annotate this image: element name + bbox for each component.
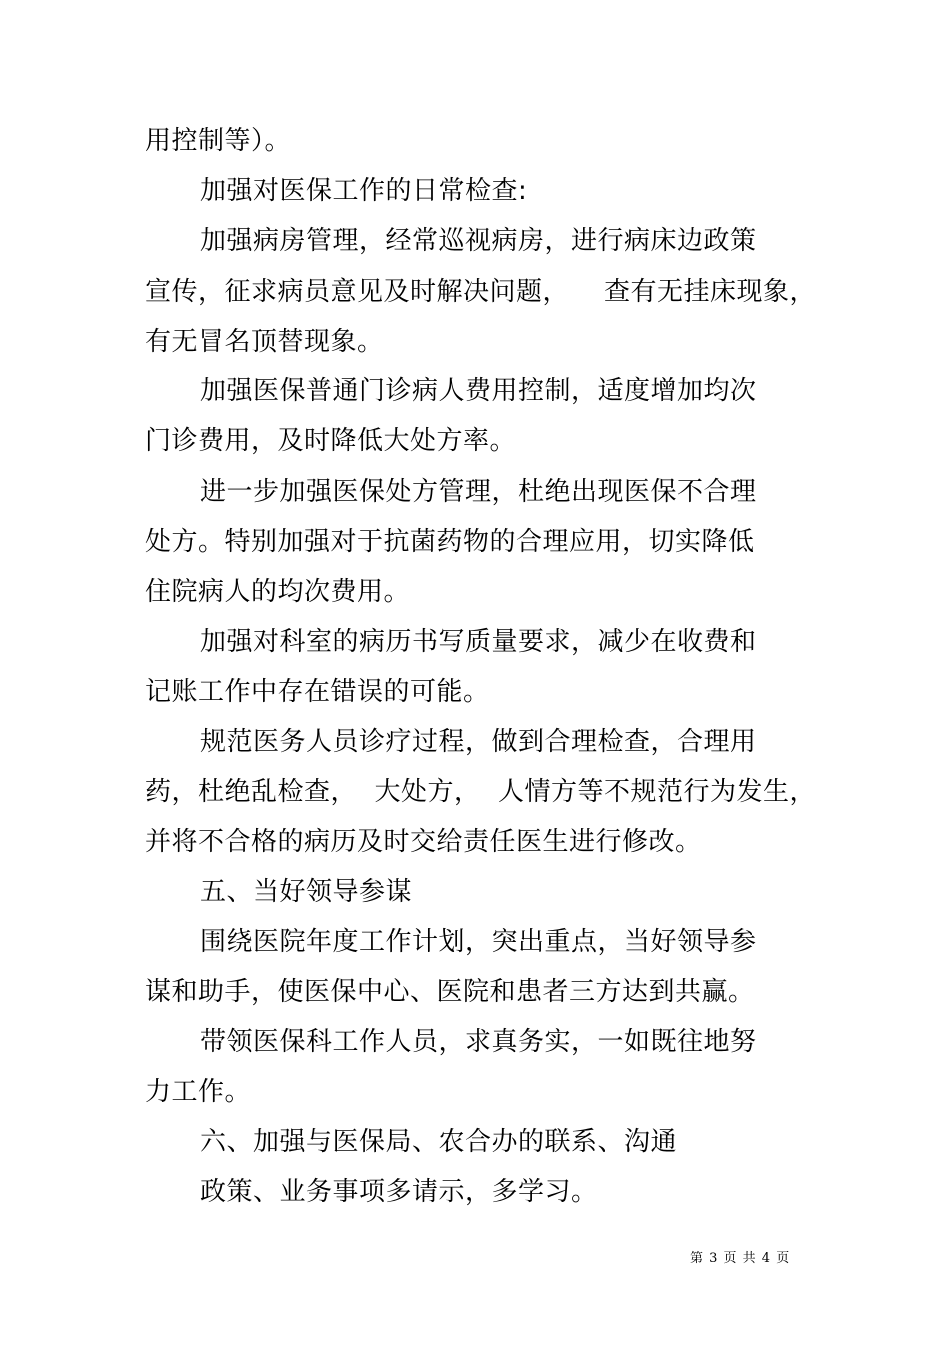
text-line: 用控制等）。 — [145, 126, 292, 156]
text-line: 加强对医保工作的日常检查: — [200, 176, 528, 206]
text-line: 规范医务人员诊疗过程，做到合理检查，合理用 — [200, 727, 757, 757]
text-line: 有无冒名顶替现象。 — [145, 327, 384, 357]
text-line: 加强对科室的病历书写质量要求，减少在收费和 — [200, 627, 757, 657]
text-line: 加强医保普通门诊病人费用控制，适度增加均次 — [200, 376, 757, 406]
section-heading: 五、当好领导参谋 — [200, 877, 413, 907]
text-line: 住院病人的均次费用。 — [145, 577, 411, 607]
text-line: 带领医保科工作人员，求真务实，一如既往地努 — [200, 1027, 757, 1057]
text-line: 药，杜绝乱检查， 大处方， 人情方等不规范行为发生， — [145, 777, 817, 807]
text-line: 加强病房管理，经常巡视病房，进行病床边政策 — [200, 226, 757, 256]
text-line: 政策、业务事项多请示，多学习。 — [200, 1177, 598, 1207]
text-line: 进一步加强医保处方管理，杜绝出现医保不合理 — [200, 477, 757, 507]
text-line: 处方。特别加强对于抗菌药物的合理应用，切实降低 — [145, 527, 755, 557]
text-line: 宣传，征求病员意见及时解决问题， 查有无挂床现象， — [145, 277, 817, 307]
text-line: 力工作。 — [145, 1077, 252, 1107]
section-heading: 六、加强与医保局、农合办的联系、沟通 — [200, 1127, 678, 1157]
text-line: 围绕医院年度工作计划，突出重点，当好领导参 — [200, 927, 757, 957]
text-line: 门诊费用，及时降低大处方率。 — [145, 426, 517, 456]
page-number-footer: 第 3 页 共 4 页 — [690, 1251, 791, 1266]
text-line: 记账工作中存在错误的可能。 — [145, 677, 490, 707]
text-line: 谋和助手，使医保中心、医院和患者三方达到共赢。 — [145, 977, 755, 1007]
text-line: 并将不合格的病历及时交给责任医生进行修改。 — [145, 827, 702, 857]
